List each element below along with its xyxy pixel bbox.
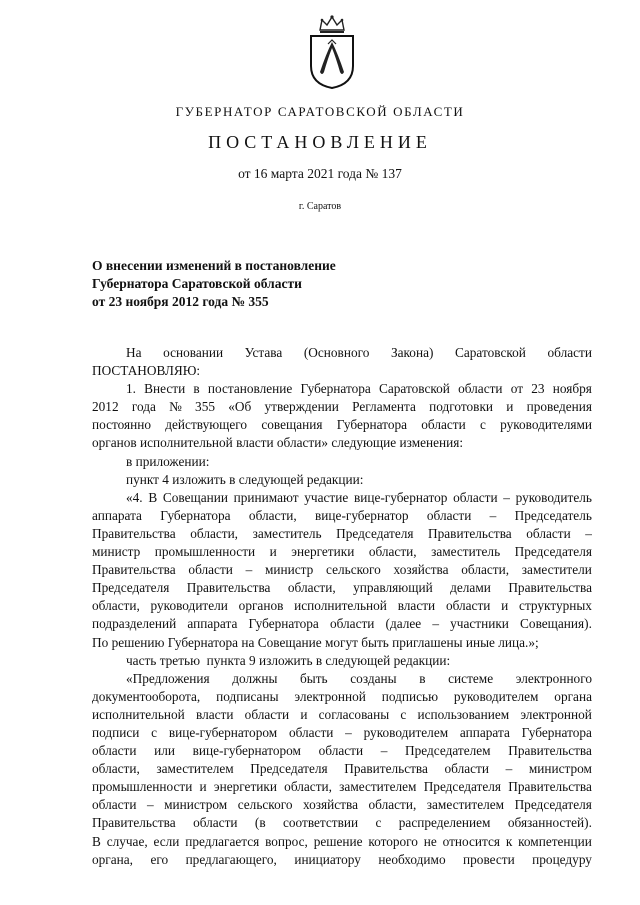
body-word: Правительства	[92, 562, 176, 578]
body-word: инициатору	[294, 851, 361, 867]
body-word: (Основного	[303, 345, 370, 360]
body-word: (далее	[385, 616, 422, 632]
subject-line: О внесении изменений в постановление	[92, 258, 336, 273]
body-word: утверждении	[264, 399, 339, 415]
body-word: использованием	[417, 706, 510, 722]
body-word: процедуру	[532, 851, 592, 867]
body-word: органа	[554, 688, 592, 704]
body-word: Правительства	[428, 525, 512, 541]
body-word: На	[126, 345, 142, 360]
body-word: Председателя	[514, 544, 592, 560]
body-line	[92, 543, 592, 561]
body-word: министром	[528, 761, 592, 777]
body-word: Совещании	[162, 489, 228, 505]
body-word: «Об	[228, 399, 252, 415]
body-line	[92, 507, 592, 525]
body-line	[92, 398, 592, 416]
body-line	[92, 579, 592, 597]
body-word: предлагается	[185, 833, 260, 849]
body-word: области,	[287, 580, 336, 596]
body-word: с	[479, 417, 486, 433]
body-word: Председателя	[514, 797, 592, 813]
body-word: не	[423, 833, 437, 849]
body-word: области,	[284, 779, 332, 795]
body-line	[92, 471, 592, 489]
body-word: заместитель	[431, 544, 501, 560]
body-word: сельского	[237, 797, 293, 813]
body-word: соответствии	[282, 815, 359, 831]
body-word: исполнительной	[92, 706, 185, 722]
body-word: области	[444, 761, 489, 777]
body-word: руководителями	[500, 417, 592, 433]
body-word: власти	[195, 706, 234, 722]
body-line	[92, 833, 592, 851]
body-word: или	[154, 743, 175, 759]
body-word: вице-губернатором	[192, 743, 301, 759]
body-word: области,	[92, 598, 140, 614]
body-word: Саратовской	[378, 381, 450, 397]
body-word: Правительства	[92, 525, 176, 541]
body-word: аппарата	[187, 616, 238, 632]
body-word: принимают	[233, 489, 299, 505]
body-word: подписи	[92, 724, 140, 740]
body-line	[92, 525, 592, 543]
body-word: промышленности	[154, 544, 256, 560]
body-word: Правительства	[344, 761, 428, 777]
body-line	[92, 670, 592, 688]
body-word: вице-губернатор	[353, 489, 448, 505]
body-word: предлагающего,	[185, 851, 277, 867]
issue-city: г. Саратов	[298, 201, 342, 212]
body-word: –	[380, 743, 388, 759]
body-word: заместителем	[339, 779, 417, 795]
body-word: области,	[190, 525, 239, 541]
body-word: «Предложения	[126, 670, 210, 686]
body-word: подготовки	[429, 399, 494, 415]
body-line	[92, 380, 592, 398]
body-word: и	[269, 544, 277, 560]
body-word: управляющий	[353, 580, 433, 596]
body-word: хозяйства	[303, 797, 358, 813]
body-word: Председателя	[250, 761, 328, 777]
body-word: Совещания).	[520, 616, 592, 632]
body-word: области	[426, 507, 472, 523]
document-type-title: ПОСТАНОВЛЕНИЕ	[208, 132, 432, 152]
body-line-text: органов исполнительной власти области» следующие изменения:	[92, 435, 464, 451]
body-line	[92, 416, 592, 434]
body-word: решение	[313, 833, 363, 849]
body-word: Председателя	[423, 779, 502, 795]
body-word: 23	[531, 381, 545, 397]
body-word: Председателя	[92, 580, 170, 596]
body-word: органов	[238, 598, 284, 614]
body-line	[92, 634, 592, 652]
body-word: документооборота,	[92, 688, 201, 704]
body-word: подразделений	[92, 616, 177, 632]
body-word: Правительства	[186, 580, 271, 596]
body-word: подписаны	[216, 688, 279, 704]
body-word: участники	[450, 616, 509, 632]
body-word: органа,	[92, 851, 133, 867]
body-word: (в	[254, 815, 266, 831]
coat-of-arms-emblem	[306, 14, 358, 90]
body-word: заместители	[521, 562, 592, 578]
body-line-text: ПОСТАНОВЛЯЮ:	[92, 363, 201, 379]
body-word: Внести	[144, 381, 186, 397]
body-word: В	[148, 489, 158, 505]
body-word: Правительства	[92, 815, 176, 831]
body-line	[92, 796, 592, 814]
body-word: Регламента	[352, 399, 416, 415]
body-word: области	[92, 743, 137, 759]
body-word: постановление	[207, 381, 293, 397]
body-word: области	[92, 797, 137, 813]
body-line	[92, 362, 592, 380]
body-word: –	[245, 562, 253, 578]
body-word: системе	[448, 670, 494, 686]
body-word: –	[503, 489, 510, 505]
body-word: постоянно	[92, 417, 152, 433]
body-word: руководителем	[453, 688, 539, 704]
body-line	[92, 615, 592, 633]
body-word: совещания	[261, 417, 323, 433]
body-word: с	[151, 724, 158, 740]
body-word: обязанностей).	[507, 815, 592, 831]
body-word: вопрос,	[265, 833, 308, 849]
body-word: –	[585, 525, 592, 541]
body-line	[92, 561, 592, 579]
body-word: министр	[265, 562, 314, 578]
body-word: если	[153, 833, 180, 849]
body-word: ноября	[552, 381, 592, 397]
body-word: области	[318, 743, 364, 759]
body-word: вице-губернатор	[315, 507, 409, 523]
body-word: 2012	[92, 399, 119, 415]
body-word: министром	[164, 797, 228, 813]
body-word: №	[169, 399, 182, 415]
body-word: участие	[304, 489, 349, 505]
body-word: Устава	[244, 345, 283, 360]
body-word: области,	[248, 507, 297, 523]
body-word: власти	[397, 598, 436, 614]
body-word: сельского	[326, 562, 381, 578]
subject-line: Губернатора Саратовской области	[92, 276, 302, 291]
body-word: от	[510, 381, 524, 397]
body-line	[92, 851, 592, 869]
body-word: с	[375, 815, 382, 831]
body-word: его	[150, 851, 169, 867]
body-word: действующего	[165, 417, 248, 433]
body-word: области	[445, 598, 491, 614]
body-word: хозяйства	[393, 562, 449, 578]
body-word: Председателем	[405, 743, 491, 759]
body-word: руководители	[150, 598, 228, 614]
body-word: заместитель	[252, 525, 322, 541]
body-word: области,	[368, 797, 417, 813]
body-line-text: пункт 4 изложить в следующей редакции:	[126, 471, 364, 487]
body-word: Председателя	[336, 525, 414, 541]
body-word: –	[146, 797, 154, 813]
body-word: и	[199, 779, 207, 795]
body-line	[92, 344, 592, 362]
body-word: быть	[300, 670, 328, 686]
body-word: энергетики	[213, 779, 277, 795]
body-line	[92, 814, 592, 832]
body-word: –	[345, 724, 352, 740]
body-word: согласованы	[318, 706, 390, 722]
body-word: компетенции	[518, 833, 592, 849]
body-word: области	[547, 345, 592, 360]
body-word: области	[288, 724, 334, 740]
body-line	[92, 778, 592, 796]
body-word: должны	[232, 670, 278, 686]
body-word: В	[92, 833, 101, 849]
document-body	[92, 344, 592, 869]
body-word: области	[188, 562, 233, 578]
body-word: случае,	[106, 833, 148, 849]
body-word: 1.	[126, 381, 136, 397]
body-word: Правительства	[508, 779, 592, 795]
body-word: вице-губернатором	[168, 724, 278, 740]
body-word: необходимо	[378, 851, 446, 867]
body-word: промышленности	[92, 779, 193, 795]
body-line-text: По решению Губернатора на Совещание могут быть приглашены иные лица.»;	[92, 634, 539, 650]
body-word: провести	[463, 851, 515, 867]
body-word: области	[193, 815, 238, 831]
body-line	[92, 706, 592, 724]
body-word: к	[505, 833, 513, 849]
body-word: Губернатора	[248, 616, 319, 632]
body-line	[92, 724, 592, 742]
body-word: Правительства	[508, 743, 592, 759]
body-word: основании	[163, 345, 224, 360]
issuing-authority: ГУБЕРНАТОР САРАТОВСКОЙ ОБЛАСТИ	[175, 104, 465, 119]
body-word: Губернатора	[160, 507, 231, 523]
body-word: проведения	[526, 399, 592, 415]
body-word: подписью	[381, 688, 439, 704]
body-word: области,	[368, 544, 417, 560]
body-word: и	[300, 706, 308, 722]
body-word: заместителем	[426, 797, 505, 813]
body-word: созданы	[350, 670, 397, 686]
document-subject	[92, 257, 336, 311]
body-word: которого	[368, 833, 418, 849]
body-word: и	[506, 399, 514, 415]
body-word: аппарата	[459, 724, 510, 740]
body-line	[92, 453, 592, 471]
body-word: структурных	[519, 598, 592, 614]
body-word: делами	[450, 580, 491, 596]
body-line-text: часть третью пункта 9 изложить в следующей редакции:	[126, 652, 451, 668]
body-word: области	[453, 489, 498, 505]
body-word: Закона)	[390, 345, 434, 360]
body-line	[92, 434, 592, 452]
body-word: «4.	[126, 489, 143, 505]
body-word: электронного	[515, 670, 592, 686]
body-word: области	[526, 525, 571, 541]
body-word: и	[501, 598, 509, 614]
body-word: в	[193, 381, 200, 397]
body-word: Губернатора	[336, 417, 408, 433]
body-word: Председатель	[514, 507, 592, 523]
body-word: в	[419, 670, 426, 686]
body-word: 355	[195, 399, 215, 415]
body-word: Губернатора	[521, 724, 592, 740]
body-word: министр	[92, 544, 141, 560]
body-word: исполнительной	[294, 598, 387, 614]
body-word: области	[421, 417, 466, 433]
body-line	[92, 489, 592, 507]
body-word: руководитель	[515, 489, 592, 505]
body-word: области	[244, 706, 290, 722]
body-word: области,	[461, 562, 510, 578]
body-word: –	[505, 761, 513, 777]
body-word: аппарата	[92, 507, 142, 523]
subject-line: от 23 ноября 2012 года № 355	[92, 294, 269, 309]
body-word: Губернатора	[300, 381, 371, 397]
body-line	[92, 688, 592, 706]
body-line	[92, 652, 592, 670]
body-word: электронной	[520, 706, 592, 722]
body-word: руководителем	[363, 724, 449, 740]
body-word: области	[329, 616, 375, 632]
body-word: относится	[442, 833, 501, 849]
body-word: Саратовской	[454, 345, 526, 360]
body-word: года	[131, 399, 156, 415]
body-line	[92, 597, 592, 615]
body-word: электронной	[294, 688, 366, 704]
body-word: с	[400, 706, 407, 722]
body-line-text: в приложении:	[126, 453, 210, 469]
body-word: распределением	[398, 815, 491, 831]
body-word: –	[489, 507, 497, 523]
body-line	[92, 742, 592, 760]
body-word: энергетики	[291, 544, 355, 560]
body-word: области,	[92, 761, 140, 777]
body-line	[92, 760, 592, 778]
body-word: –	[432, 616, 439, 632]
body-word: области	[458, 381, 503, 397]
body-word: заместителем	[156, 761, 234, 777]
document-date-number: от 16 марта 2021 года № 137	[238, 166, 402, 181]
body-word: Правительства	[508, 580, 592, 596]
